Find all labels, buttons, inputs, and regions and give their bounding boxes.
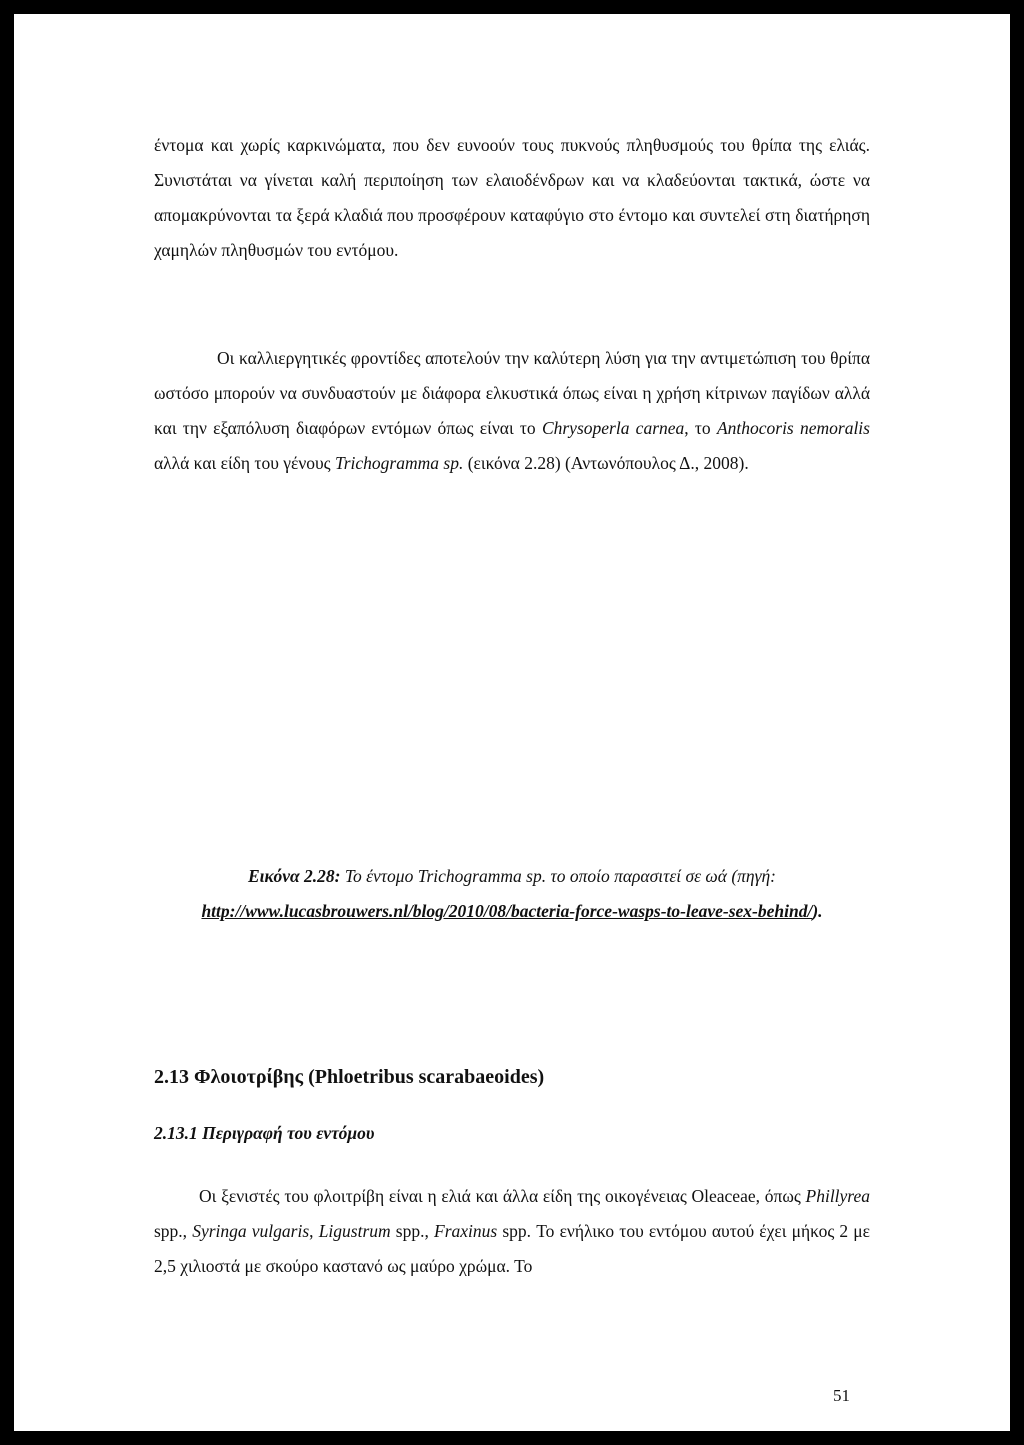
species-phillyrea: Phillyrea — [805, 1186, 870, 1206]
document-page — [14, 14, 1010, 1431]
paragraph-3 — [154, 1179, 870, 1284]
paragraph-2-text-b: αλλά και είδη του γένους — [154, 453, 335, 473]
paragraph-2-text-c: (εικόνα 2.28) (Αντωνόπουλος Δ., 2008). — [463, 453, 749, 473]
paragraph-2-text-a: Οι καλλιεργητικές φροντίδες αποτελούν την καλύτερη λύση για την αντιμετώπιση του θρίπα ωστόσο μπορούν να συνδυαστούν με διάφορα ελκυστικά όπως είναι η χρήση κίτρινων παγίδων αλλά και την εξαπόλυση διαφόρων εντόμων όπως είναι το — [154, 348, 870, 438]
species-syringa: Syringa vulgaris — [192, 1221, 310, 1241]
paragraph-3-t4: spp. Το ενήλικο του εντόμου αυτού έχει μήκος 2 με 2,5 χιλιοστά με σκούρο καστανό ως μαύρο χρώμα. Το — [154, 1221, 871, 1276]
source-link[interactable]: http://www.lucasbrouwers.nl/blog/2010/08/bacteria-force-wasps-to-leave-sex-behind/ — [201, 901, 813, 921]
section-heading: 2.13 Φλοιοτρίβης (Phloetribus scarabaeoides) — [154, 1066, 545, 1088]
paragraph-1: έντομα και χωρίς καρκινώματα, που δεν ευνοούν τους πυκνούς πληθυσμούς του θρίπα της ελιάς. Συνιστάται να γίνεται καλή περιποίηση των ελαιοδένδρων και να κλαδεύονται τακτικά, ώστε να απομακρύνονται τα ξερά κλαδιά που προσφέρουν καταφύγιο στο έντομο και συντελεί στη διατήρηση χαμηλών πληθυσμών του εντόμου. — [154, 135, 870, 260]
caption-text: Το έντομο Trichogramma sp. το οποίο παρασιτεί σε ωά (πηγή: — [340, 866, 777, 886]
paragraph-3-t1: spp., — [154, 1221, 193, 1241]
species-chrysoperla: Chrysoperla carnea — [541, 418, 685, 438]
paragraph-3-t3: spp., — [390, 1221, 435, 1241]
paragraph-3-text-a: Οι ξενιστές του φλοιτρίβη είναι η ελιά και άλλα είδη της οικογένειας Oleaceae, όπως — [199, 1186, 806, 1206]
caption-label: Εικόνα 2.28: — [247, 866, 341, 886]
paragraph-3-t2: , — [309, 1221, 319, 1241]
species-fraxinus: Fraxinus — [434, 1221, 498, 1241]
paragraph-2-sep: , το — [684, 418, 717, 438]
caption-close: ). — [812, 901, 823, 921]
paragraph-2 — [154, 341, 870, 481]
species-ligustrum: Ligustrum — [318, 1221, 391, 1241]
species-trichogramma: Trichogramma sp. — [334, 453, 464, 473]
species-anthocoris: Anthocoris nemoralis — [716, 418, 870, 438]
figure-caption — [154, 859, 870, 929]
page-number: 51 — [833, 1386, 850, 1405]
subsection-heading: 2.13.1 Περιγραφή του εντόμου — [154, 1123, 375, 1143]
figure-placeholder — [154, 534, 870, 854]
